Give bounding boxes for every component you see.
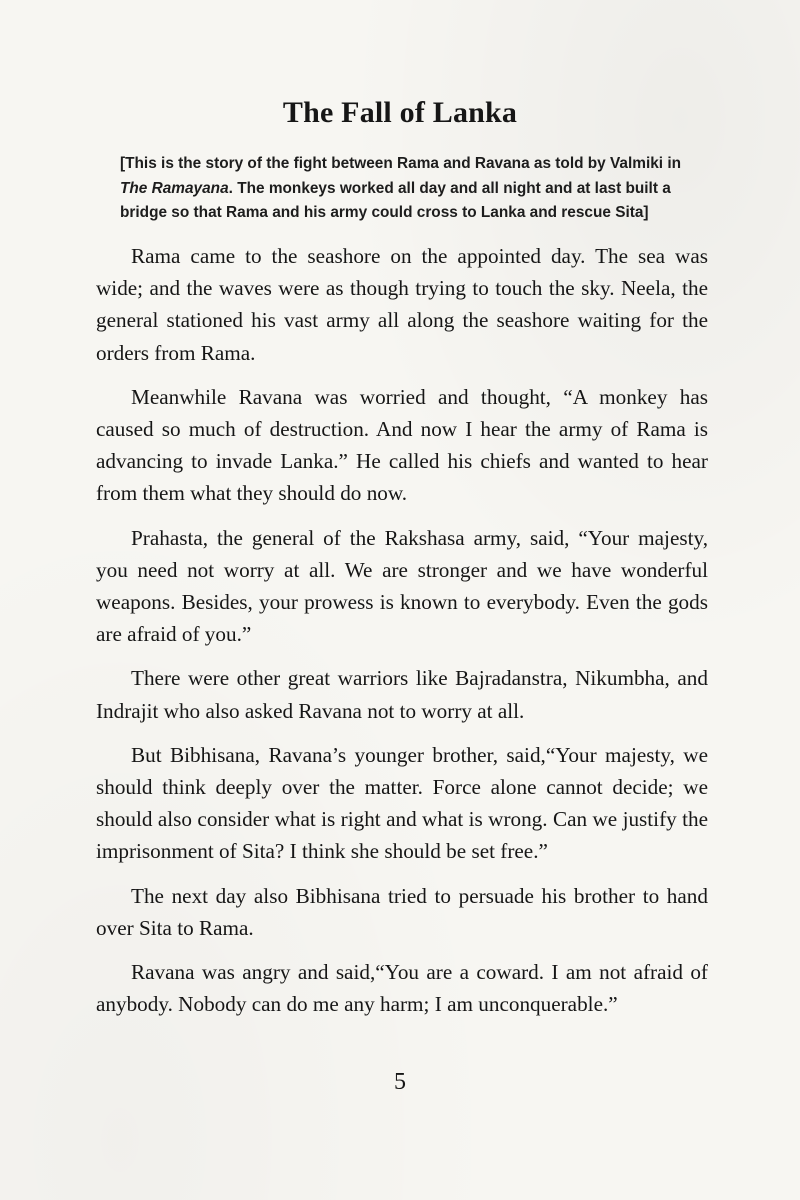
story-body — [96, 240, 708, 1032]
page-title: The Fall of Lanka — [282, 96, 518, 129]
intro-book-title: The Ramayana — [120, 179, 229, 197]
story-paragraph: Ravana was angry and said,“You are a coward. I am not afraid of anybody. Nobody can do me any harm; I am unconquerable.” — [96, 960, 708, 1017]
story-paragraph: Rama came to the seashore on the appointed day. The sea was wide; and the waves were as though trying to touch the sky. Neela, the general stationed his vast army all along the seashore waiting for the orders from Rama. — [96, 244, 708, 365]
page-number: 5 — [394, 1069, 406, 1095]
story-paragraph: But Bibhisana, Ravana’s younger brother, said,“Your majesty, we should think deeply over the matter. Force alone cannot decide; we should also consider what is right and what is wrong. Can we justify the imprisonment of Sita? I think she should be set free.” — [96, 742, 708, 864]
intro-text-start: [This is the story of the fight between Rama and Ravana as told by Valmiki in — [120, 155, 682, 172]
story-paragraph: Meanwhile Ravana was worried and thought, “A monkey has caused so much of destruction. And now I hear the army of Rama is advancing to invade Lanka.” He called his chiefs and wanted to hear from them what they should do now. — [96, 384, 708, 506]
story-paragraph: The next day also Bibhisana tried to persuade his brother to hand over Sita to Rama. — [96, 883, 708, 940]
story-paragraph: There were other great warriors like Bajradanstra, Nikumbha, and Indrajit who also asked Ravana not to worry at all. — [96, 666, 708, 723]
intro-text-end: . The monkeys worked all day and all night and at last built a bridge so that Rama and his army could cross to Lanka and rescue Sita] — [120, 179, 671, 221]
intro-note — [120, 152, 705, 226]
story-paragraph: Prahasta, the general of the Rakshasa army, said, “Your majesty, you need not worry at all. We are stronger and we have wonderful weapons. Besides, your prowess is known to everybody. Even the gods are afraid of you.” — [96, 525, 708, 647]
